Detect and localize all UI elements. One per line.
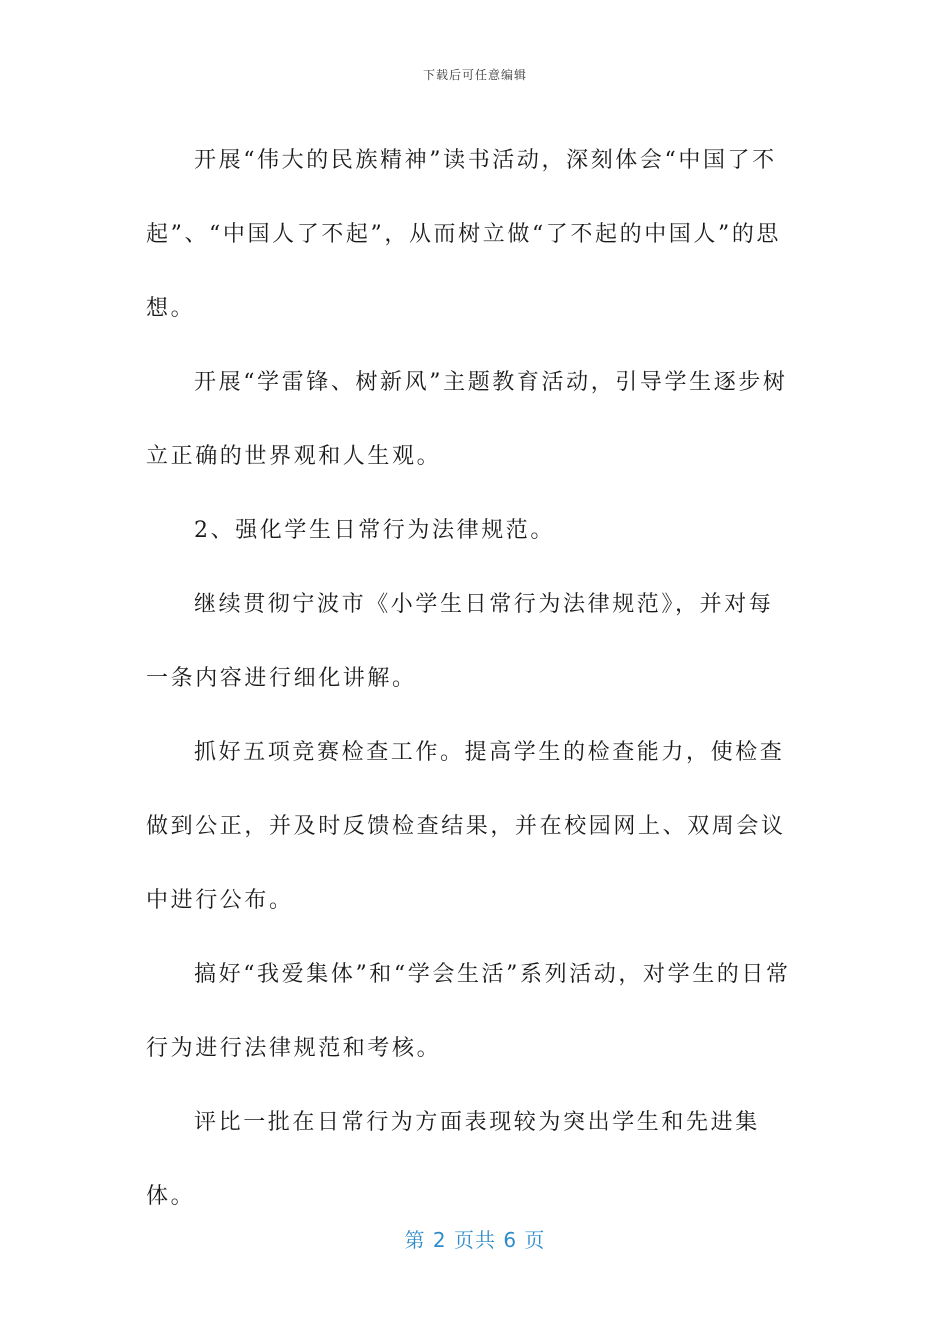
paragraph-inspection: 抓好五项竞赛检查工作。提高学生的检查能力，使检查做到公正，并及时反馈检查结果，并在校园网上、双周会议中进行公布。: [146, 740, 786, 913]
paragraph-evaluation: 评比一批在日常行为方面表现较为突出学生和先进集体。: [146, 1110, 760, 1209]
paragraph-norms: 继续贯彻宁波市《小学生日常行为法律规范》，并对每一条内容进行细化讲解。: [146, 592, 774, 691]
paragraph-collective-activities: 搞好“我爱集体”和“学会生活”系列活动，对学生的日常行为进行法律规范和考核。: [146, 962, 791, 1061]
document-body: [146, 124, 794, 1234]
paragraph-section-heading: 2、强化学生日常行为法律规范。: [194, 518, 555, 543]
paragraph-lei-feng-activity: 开展“学雷锋、树新风”主题教育活动，引导学生逐步树立正确的世界观和人生观。: [146, 370, 788, 469]
page-number-label: 第 2 页共 6 页: [404, 1228, 546, 1252]
header-note: 下载后可任意编辑: [422, 68, 527, 82]
paragraph-reading-activity: 开展“伟大的民族精神”读书活动，深刻体会“中国了不起”、“中国人了不起”，从而树立做“了不起的中国人”的思想。: [146, 148, 782, 321]
page-footer: [0, 1224, 950, 1253]
